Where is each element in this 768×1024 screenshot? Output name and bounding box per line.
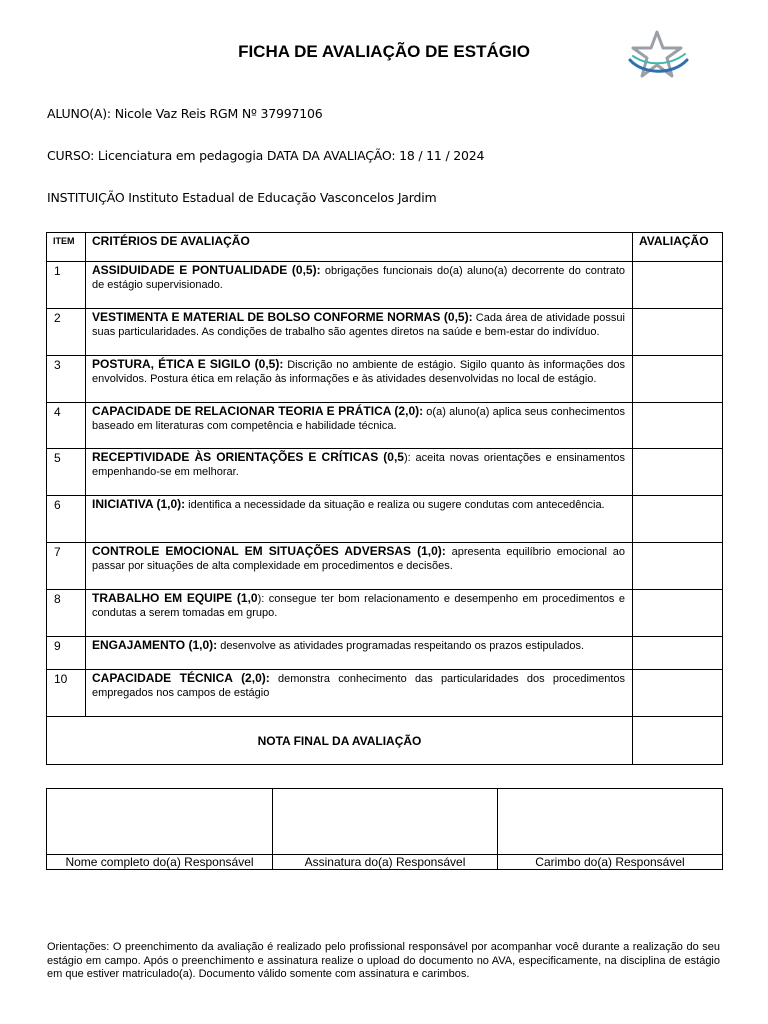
aluno-field: ALUNO(A): Nicole Vaz Reis RGM Nº 37997106 (47, 106, 323, 121)
item-number: 1 (47, 262, 86, 309)
table-header-row (47, 233, 723, 262)
table-row (47, 543, 723, 590)
signature-table (46, 788, 723, 870)
table-row (47, 356, 723, 403)
criterion-description: identifica a necessidade da situação e realiza ou sugere condutas com antecedência. (185, 499, 605, 511)
criterion-cell (86, 496, 633, 543)
final-score-label: NOTA FINAL DA AVALIAÇÃO (47, 717, 633, 765)
col-item-header: ITEM (47, 233, 86, 262)
criterion-title: INICIATIVA (1,0): (92, 497, 186, 511)
criterion-cell (86, 590, 633, 637)
table-row (47, 403, 723, 449)
criterion-cell (86, 309, 633, 356)
item-number: 3 (47, 356, 86, 403)
col-criterios-header: CRITÉRIOS DE AVALIAÇÃO (86, 233, 633, 262)
criterion-description: Discrição no ambiente de estágio. Sigilo quanto às informações dos envolvidos. Postura ética em relação às informações e às atividades desenvolvidas no local de estágio. (92, 359, 625, 385)
nome-signature-box[interactable] (47, 789, 273, 855)
final-score-cell[interactable] (633, 717, 723, 765)
item-number: 4 (47, 403, 86, 449)
criterion-description: Cada área de atividade possui suas particularidades. As condições de trabalho são agentes diretos na saúde e bem-estar do indivíduo. (92, 312, 625, 338)
score-cell[interactable] (633, 403, 723, 449)
criterion-title: CAPACIDADE DE RELACIONAR TEORIA E PRÁTICA (2,0): (92, 404, 424, 418)
criterion-title: CAPACIDADE TÉCNICA (2,0): (92, 671, 270, 685)
table-row (47, 590, 723, 637)
assinatura-signature-box[interactable] (273, 789, 498, 855)
item-number: 7 (47, 543, 86, 590)
score-cell[interactable] (633, 590, 723, 637)
score-cell[interactable] (633, 637, 723, 670)
table-row (47, 262, 723, 309)
criterion-cell (86, 356, 633, 403)
star-orbit-logo-icon (627, 30, 691, 82)
criterion-description: apresenta equilíbrio emocional ao passar por situações de alta complexidade em procedimentos e decisões. (92, 546, 625, 572)
score-cell[interactable] (633, 309, 723, 356)
table-row (47, 637, 723, 670)
score-cell[interactable] (633, 670, 723, 717)
score-cell[interactable] (633, 262, 723, 309)
table-row (47, 496, 723, 543)
criterion-description: ): consegue ter bom relacionamento e desempenho em procedimentos e condutas a serem tomadas em grupo. (92, 593, 625, 619)
criterion-title: RECEPTIVIDADE ÀS ORIENTAÇÕES E CRÍTICAS (0,5 (92, 450, 404, 464)
score-cell[interactable] (633, 356, 723, 403)
criterion-title: CONTROLE EMOCIONAL EM SITUAÇÕES ADVERSAS (1,0): (92, 544, 446, 558)
criterion-description: obrigações funcionais do(a) aluno(a) decorrente do contrato de estágio supervisionado. (92, 265, 625, 291)
item-number: 2 (47, 309, 86, 356)
criterion-cell (86, 670, 633, 717)
score-cell[interactable] (633, 449, 723, 496)
curso-field: CURSO: Licenciatura em pedagogia DATA DA AVALIAÇÃO: 18 / 11 / 2024 (47, 148, 485, 163)
criterion-cell (86, 262, 633, 309)
page-title: FICHA DE AVALIAÇÃO DE ESTÁGIO (238, 42, 530, 61)
criterion-cell (86, 637, 633, 670)
col-avaliacao-header: AVALIAÇÃO (633, 233, 723, 262)
item-number: 10 (47, 670, 86, 717)
table-row (47, 309, 723, 356)
item-number: 8 (47, 590, 86, 637)
instituicao-field: INSTITUIÇÃO Instituto Estadual de Educação Vasconcelos Jardim (47, 190, 437, 205)
criterion-description: o(a) aluno(a) aplica seus conhecimentos baseado em literaturas com competência e habilidade técnica. (92, 406, 625, 432)
criterion-description: ): aceita novas orientações e ensinamentos empenhando-se em melhorar. (92, 452, 625, 478)
table-row (47, 670, 723, 717)
criterion-title: VESTIMENTA E MATERIAL DE BOLSO CONFORME NORMAS (0,5): (92, 310, 473, 324)
criterion-cell (86, 543, 633, 590)
carimbo-label: Carimbo do(a) Responsável (498, 855, 723, 870)
score-cell[interactable] (633, 543, 723, 590)
criterion-title: ASSIDUIDADE E PONTUALIDADE (0,5): (92, 263, 321, 277)
criterion-title: TRABALHO EM EQUIPE (1,0 (92, 591, 258, 605)
item-number: 9 (47, 637, 86, 670)
criterion-cell (86, 449, 633, 496)
criteria-table (46, 232, 723, 765)
criterion-description: desenvolve as atividades programadas respeitando os prazos estipulados. (217, 640, 585, 652)
criterion-title: POSTURA, ÉTICA E SIGILO (0,5): (92, 357, 284, 371)
item-number: 6 (47, 496, 86, 543)
score-cell[interactable] (633, 496, 723, 543)
criterion-cell (86, 403, 633, 449)
item-number: 5 (47, 449, 86, 496)
table-row (47, 449, 723, 496)
nome-label: Nome completo do(a) Responsável (47, 855, 273, 870)
orientacoes-text: Orientações: O preenchimento da avaliação é realizado pelo profissional responsável por acompanhar você durante a realização do seu estágio em campo. Após o preenchimento e assinatura realize o upload do documento no AVA, especificamente, na disciplina de estágio em que estiver matriculado(a). Documento válido somente com assinatura e carimbos. (47, 941, 720, 980)
final-score-row (47, 717, 723, 765)
criterion-description: demonstra conhecimento das particularidades dos procedimentos empregados nos campos de estágio (92, 673, 625, 699)
assinatura-label: Assinatura do(a) Responsável (273, 855, 498, 870)
carimbo-signature-box[interactable] (498, 789, 723, 855)
criterion-title: ENGAJAMENTO (1,0): (92, 638, 218, 652)
